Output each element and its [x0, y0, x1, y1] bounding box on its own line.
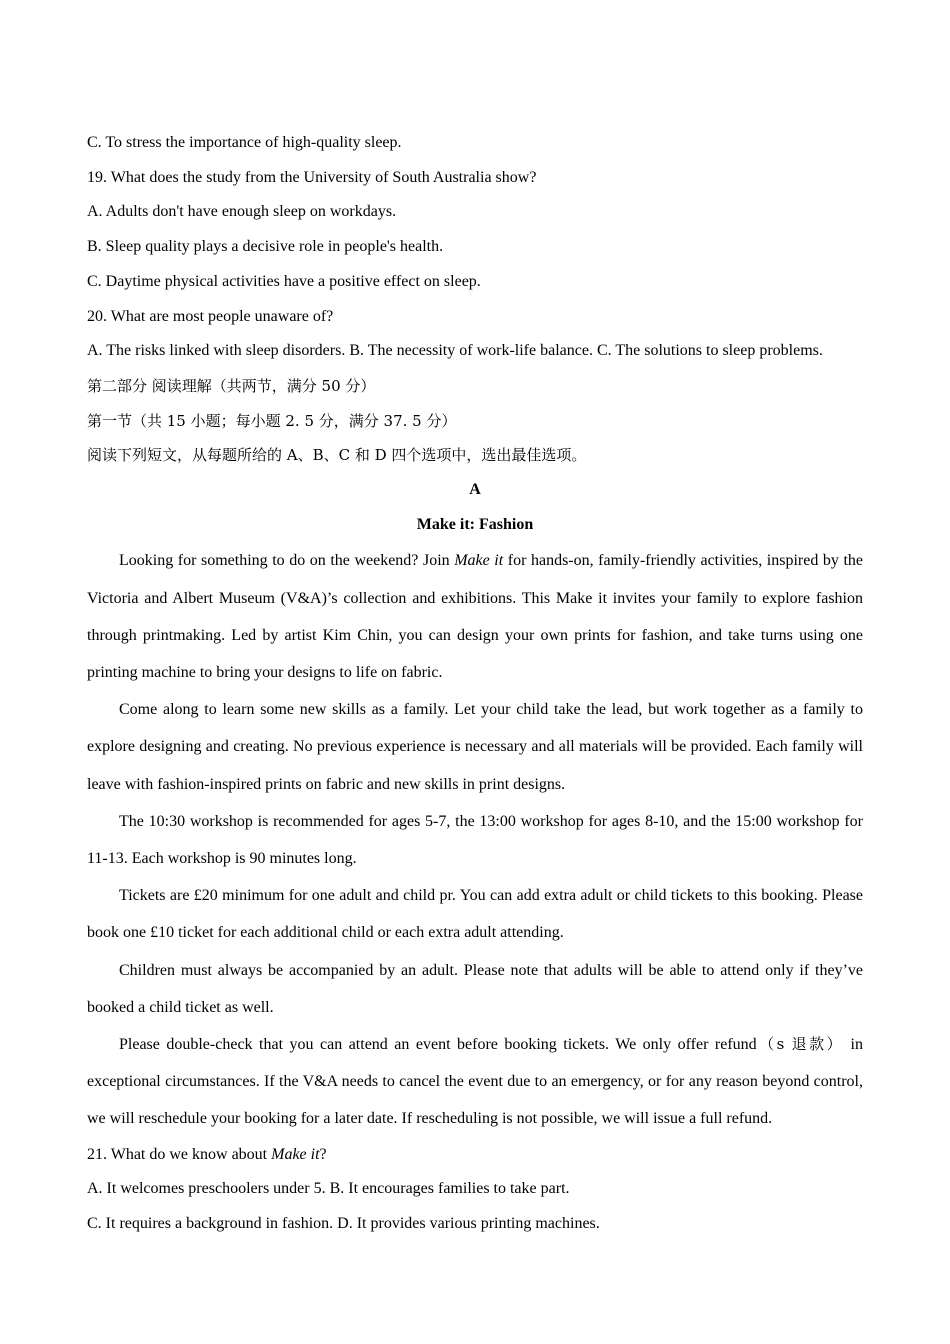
italic-title: Make it [271, 1145, 320, 1163]
question-20: 20. What are most people unaware of? [87, 307, 334, 325]
paragraph-text: Looking for something to do on the weekend? Join [119, 552, 455, 570]
question-21 [87, 1138, 863, 1173]
section-one-heading: 第一节（共 15 小题；每小题 2. 5 分，满分 37. 5 分） [87, 411, 457, 430]
passage-paragraph-6 [87, 1026, 863, 1138]
passage-paragraph-4: Tickets are £20 minimum for one adult and child pr. You can add extra adult or child tickets to this booking. Please book one £10 ticket for each additional child or each extra adult attending. [87, 887, 863, 942]
instruction-text: 阅读下列短文，从每题所给的 A、B、C 和 D 四个选项中，选出最佳选项。 [87, 446, 587, 465]
question-text: ? [319, 1145, 327, 1163]
options-cd: C. It requires a background in fashion. D. It provides various printing machines. [87, 1215, 600, 1233]
options-ab: A. It welcomes preschoolers under 5. B. It encourages families to take part. [87, 1180, 570, 1198]
question-text: 21. What do we know about [87, 1145, 272, 1163]
passage-paragraph-3: The 10:30 workshop is recommended for ages 5-7, the 13:00 workshop for ages 8-10, and the 15:00 workshop for 11-13. Each workshop is 90 minutes long. [87, 812, 863, 868]
paragraph-text: Please double-check that you can attend an event before booking tickets. We only offer refund [119, 1036, 757, 1054]
option-line: A. Adults don't have enough sleep on workdays. [87, 203, 397, 221]
part-two-heading: 第二部分 阅读理解（共两节，满分 50 分） [87, 376, 376, 395]
paragraph-text: in exceptional circumstances. If the V&A needs to cancel the event due to an emergency, or for any reason beyond control, we will reschedule your booking for a later date. If rescheduling is not possible, we will issue a full refund. [87, 1036, 863, 1128]
passage-paragraph-2: Come along to learn some new skills as a family. Let your child take the lead, but work together as a family to explore designing and creating. No previous experience is necessary and all materials will be provided. Each family will leave with fashion-inspired prints on fabric and new skills in print designs. [87, 701, 863, 793]
passage-paragraph-1 [87, 542, 863, 691]
chinese-gloss: （s 退款） [756, 1035, 845, 1054]
question-19: 19. What does the study from the University of South Australia show? [87, 168, 537, 186]
option-line: A. The risks linked with sleep disorders. B. The necessity of work-life balance. C. The solutions to sleep problems. [87, 342, 823, 360]
option-line: C. Daytime physical activities have a positive effect on sleep. [87, 272, 481, 290]
passage-letter: A [469, 481, 481, 499]
option-line: C. To stress the importance of high-quality sleep. [87, 134, 402, 151]
italic-title: Make it [454, 552, 504, 570]
option-line: B. Sleep quality plays a decisive role in people's health. [87, 238, 444, 256]
document-page [87, 126, 863, 1242]
passage-paragraph-5: Children must always be accompanied by an adult. Please note that adults will be able to attend only if they’ve booked a child ticket as well. [87, 961, 863, 1016]
paragraph-text: for hands-on, family-friendly activities, inspired by the Victoria and Albert Museum (V&A)’s collection and exhibitions. This Make it invites your family to explore fashion through printmaking. Led by artist Kim Chin, you can design your own prints for fashion, and take turns using one printing machine to bring your designs to life on fabric. [87, 552, 864, 682]
passage-title: Make it: Fashion [416, 515, 534, 533]
